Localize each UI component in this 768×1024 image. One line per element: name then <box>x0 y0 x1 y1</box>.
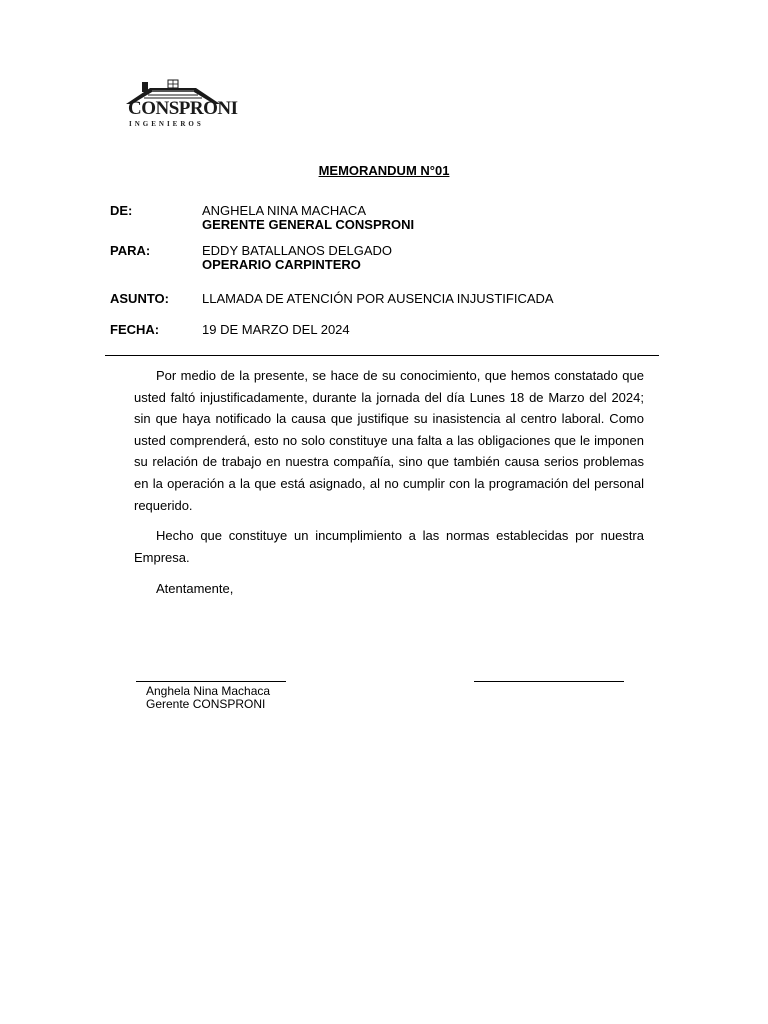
logo-wordmark: CONSPRONI <box>128 98 238 119</box>
fecha-label: FECHA: <box>110 322 160 337</box>
memo-title: MEMORANDUM N°01 <box>318 163 450 178</box>
body-paragraph-2: Hecho que constituye un incumplimiento a las normas establecidas por nuestra Empresa. <box>134 528 644 565</box>
para-value <box>202 244 392 272</box>
header-divider <box>105 355 659 356</box>
closing-text: Atentamente, <box>156 581 234 596</box>
asunto-value: LLAMADA DE ATENCIÓN POR AUSENCIA INJUSTIFICADA <box>202 291 554 306</box>
logo-subtitle: INGENIEROS <box>129 120 204 128</box>
para-label: PARA: <box>110 243 151 258</box>
para-role: OPERARIO CARPINTERO <box>202 257 361 272</box>
signature-name: Anghela Nina Machaca <box>146 684 271 698</box>
signature-line-left <box>136 681 286 682</box>
body-paragraph-1: Por medio de la presente, se hace de su conocimiento, que hemos constatado que usted faltó injustificadamente, durante la jornada del día Lunes 18 de Marzo del 2024; sin que haya notificado la causa que justifique su inasistencia al centro laboral. Como usted comprenderá, esto no solo constituye una falta a las obligaciones que le imponen su relación de trabajo en nuestra compañía, sino que también causa serios problemas en la operación a la que está asignado, al no cumplir con la programación del personal requerido. <box>134 368 644 513</box>
asunto-label: ASUNTO: <box>110 291 169 306</box>
de-name: ANGHELA NINA MACHACA <box>202 203 366 218</box>
de-role: GERENTE GENERAL CONSPRONI <box>202 217 415 232</box>
fecha-value: 19 DE MARZO DEL 2024 <box>202 322 350 337</box>
signature-role: Gerente CONSPRONI <box>146 697 266 711</box>
para-name: EDDY BATALLANOS DELGADO <box>202 243 393 258</box>
signature-line-right <box>474 681 624 682</box>
de-value <box>202 204 414 232</box>
de-label: DE: <box>110 203 133 218</box>
